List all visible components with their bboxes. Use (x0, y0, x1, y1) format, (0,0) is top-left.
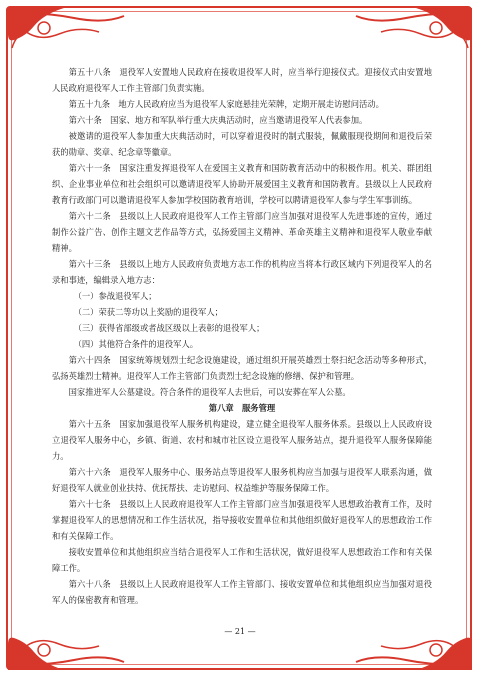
article-63: 第六十三条 县级以上地方人民政府负责地方志工作的机构应当将本行政区域内下列退役军人的名录和事迹，编辑录入地方志： (52, 259, 432, 285)
corner-ornament-icon (4, 614, 154, 674)
page-number: — 21 — (224, 627, 256, 636)
article-59: 第五十九条 地方人民政府应当为退役军人家庭悬挂光荣牌，定期开展走访慰问活动。 (68, 99, 384, 109)
article-60: 第六十条 国家、地方和军队举行重大庆典活动时，应当邀请退役军人代表参加。 (68, 115, 368, 125)
article-58: 第五十八条 退役军人安置地人民政府在接收退役军人时，应当举行迎接仪式。迎接仪式由安置地人民政府退役军人工作主管部门负责实施。 (52, 67, 432, 93)
article-66: 第六十六条 退役军人服务中心、服务站点等退役军人服务机构应当加强与退役军人联系沟通，做好退役军人就业创业扶持、优抚帮扶、走访慰问、权益维护等服务保障工作。 (52, 467, 432, 493)
document-body (52, 64, 432, 608)
article-65: 第六十五条 国家加强退役军人服务机构建设，建立健全退役军人服务体系。县级以上人民政府设立退役军人服务中心，乡镇、街道、农村和城市社区设立退役军人服务站点，提升退役军人服务保障能力。 (52, 419, 432, 461)
corner-ornament-icon (326, 4, 476, 64)
article-64-paragraph: 国家推进军人公墓建设。符合条件的退役军人去世后，可以安葬在军人公墓。 (68, 387, 351, 397)
article-62: 第六十二条 县级以上人民政府退役军人工作主管部门应当加强对退役军人先进事迹的宣传，通过制作公益广告、创作主题文艺作品等方式，弘扬爱国主义精神、革命英雄主义精神和退役军人敬业奉献精神。 (52, 211, 432, 253)
chapter-heading: 第八章 服务管理 (208, 403, 276, 413)
article-61: 第六十一条 国家注重发挥退役军人在爱国主义教育和国防教育活动中的积极作用。机关、群团组织、企业事业单位和社会组织可以邀请退役军人协助开展爱国主义教育和国防教育。县级以上人民政府教育行政部门可以邀请退役军人参加学校国防教育培训，学校可以聘请退役军人参与学生军事训练。 (52, 163, 432, 205)
list-item: （二）荣获二等功以上奖励的退役军人； (73, 307, 223, 317)
article-67-paragraph: 接收安置单位和其他组织应当结合退役军人工作和生活状况，做好退役军人思想政治工作和有关保障工作。 (52, 547, 432, 573)
list-item: （三）获得省部级或者战区级以上表彰的退役军人； (73, 323, 265, 333)
article-68: 第六十八条 县级以上人民政府退役军人工作主管部门、接收安置单位和其他组织应当加强对退役军人的保密教育和管理。 (52, 579, 432, 605)
article-64: 第六十四条 国家统筹规划烈士纪念设施建设，通过组织开展英雄烈士祭扫纪念活动等多种形式，弘扬英雄烈士精神。退役军人工作主管部门负责烈士纪念设施的修缮、保护和管理。 (52, 355, 432, 381)
article-60-paragraph: 被邀请的退役军人参加重大庆典活动时，可以穿着退役时的制式服装，佩戴服现役期间和退役后荣获的勋章、奖章、纪念章等徽章。 (52, 131, 432, 157)
list-item: （四）其他符合条件的退役军人。 (73, 339, 199, 349)
article-67: 第六十七条 县级以上人民政府退役军人工作主管部门应当加强退役军人思想政治教育工作，及时掌握退役军人的思想情况和工作生活状况，指导接收安置单位和其他组织做好退役军人的思想政治工作和有关保障工作。 (52, 499, 432, 541)
corner-ornament-icon (4, 4, 154, 64)
corner-ornament-icon (326, 614, 476, 674)
list-item: （一）参战退役军人； (73, 291, 157, 301)
